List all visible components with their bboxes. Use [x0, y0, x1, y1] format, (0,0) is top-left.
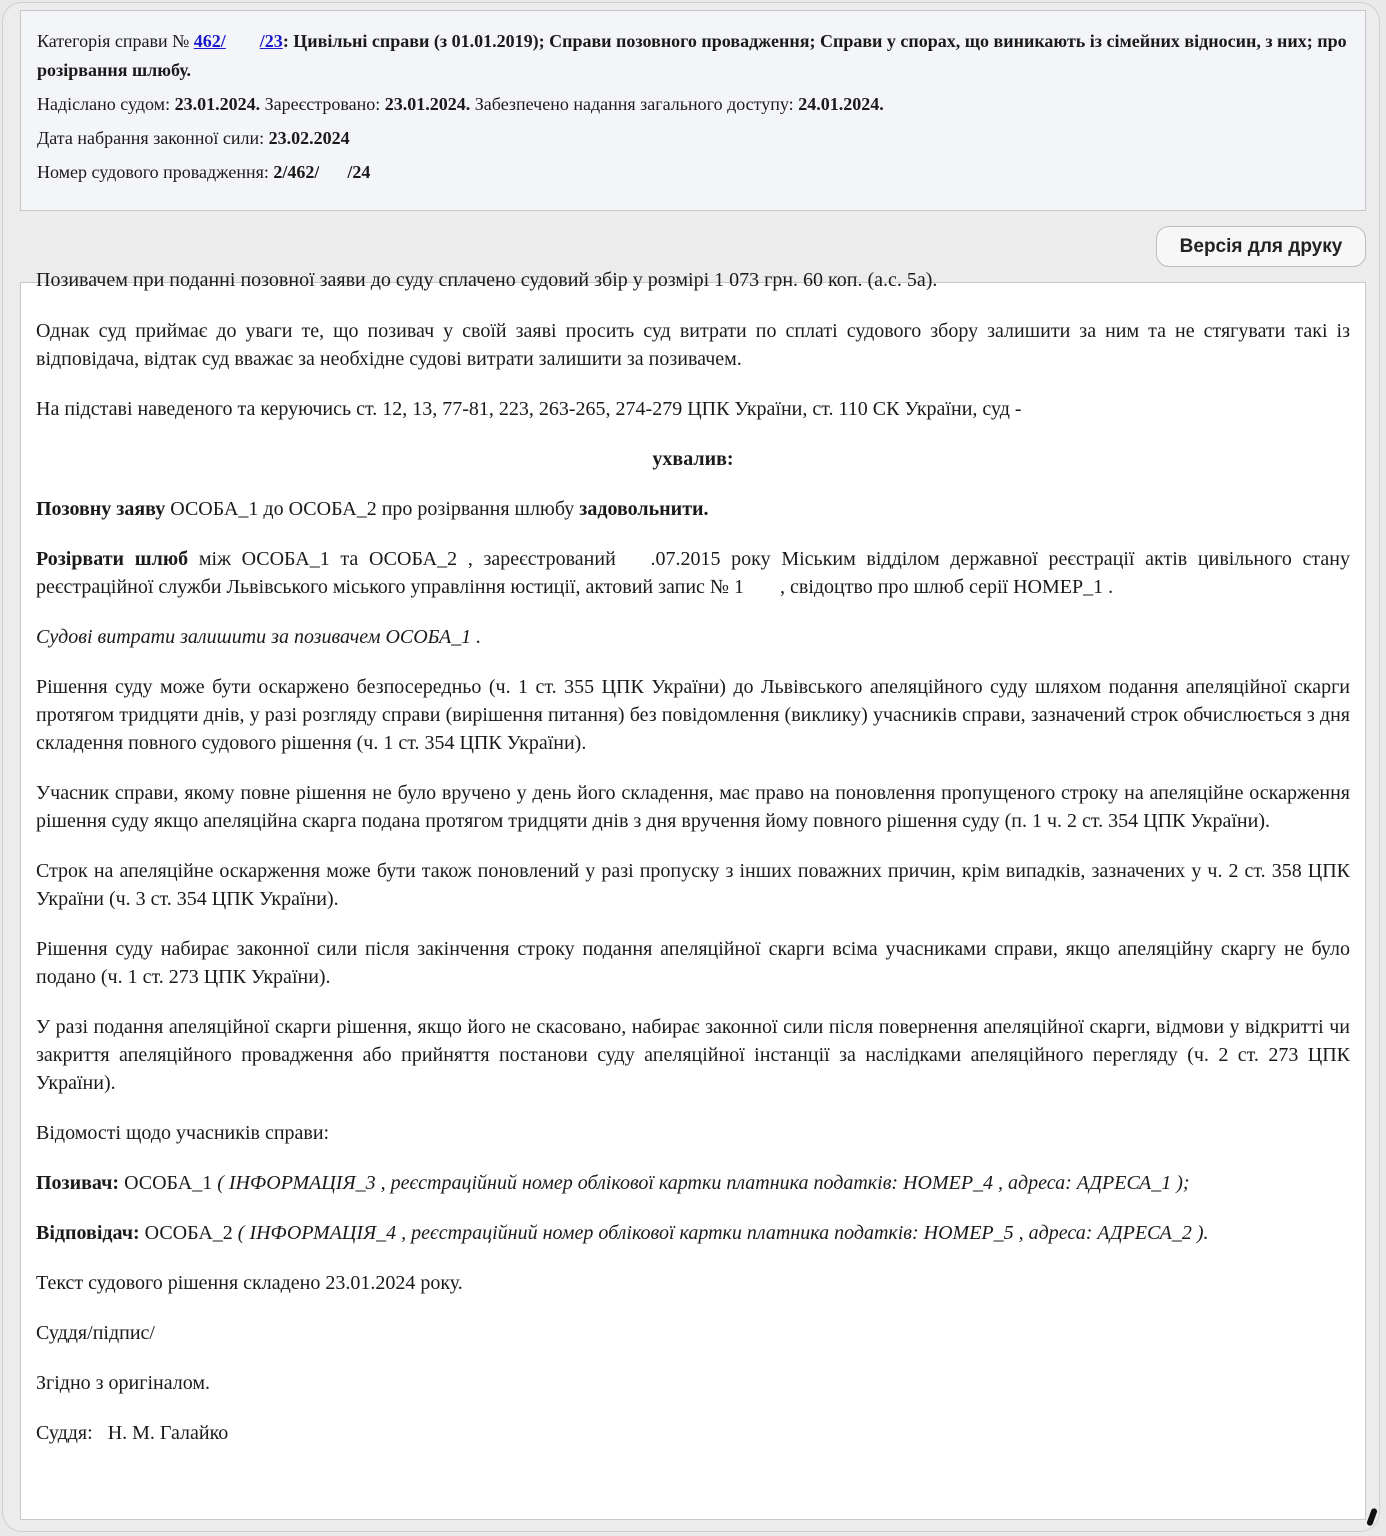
- paragraph-grounds: На підставі наведеного та керуючись ст. 12, 13, 77-81, 223, 263-265, 274-279 ЦПК України, ст. 110 СК України, суд -: [36, 398, 1022, 420]
- proceeding-label: Номер судового провадження:: [37, 162, 269, 182]
- paragraph-term-renewal: Строк на апеляційне оскарження може бути також поновлений у разі пропуску з інших поважних причин, крім випадків, зазначених у ч. 2 ст. 358 ЦПК України (ч. 3 ст. 354 ЦПК України).: [36, 860, 1350, 910]
- paragraph-judge-signature: Суддя/підпис/: [36, 1322, 155, 1344]
- paragraph-renewal: Учасник справи, якому повне рішення не було вручено у день його складення, має право на поновлення пропущеного строку на апеляційне оскарження рішення суду якщо апеляційна скарга подана протягом тридцяти днів з дня вручення йому повного рішення суду (п. 1 ч. 2 ст. 354 ЦПК України).: [36, 782, 1350, 832]
- proceeding-number: [273, 162, 370, 182]
- redacted-block: [319, 160, 347, 178]
- divorce-text-1: між ОСОБА_1 та ОСОБА_2 , зареєстрований: [188, 548, 627, 570]
- sent-date: 23.01.2024.: [174, 94, 261, 114]
- cut-off-line: [36, 269, 1350, 296]
- paragraph-drafted-date: Текст судового рішення складено 23.01.2024 року.: [36, 1272, 463, 1294]
- judge-name: Н. М. Галайко: [107, 1422, 229, 1444]
- access-date: 24.01.2024.: [798, 94, 884, 114]
- judge-line: [36, 1419, 1350, 1447]
- paragraph-court-costs: Судові витрати залишити за позивачем ОСОБА_1 .: [36, 626, 482, 648]
- paragraph-costs: Однак суд приймає до уваги те, що позивач у своїй заяві просить суд витрати по сплаті судового збору залишити за ним та не стягувати такі із відповідача, відтак суд вважає за необхідне судові витрати залишити за позивачем.: [36, 320, 1350, 370]
- plaintiff-info: ( ІНФОРМАЦІЯ_3 , реєстраційний номер облікової картки платника податків: НОМЕР_4 , адреса: АДРЕСА_1 );: [217, 1172, 1190, 1194]
- case-link-prefix: 462/: [193, 31, 226, 51]
- registered-label: Зареєстровано:: [264, 94, 381, 114]
- plaintiff-line: [36, 1169, 1350, 1197]
- defendant-info: ( ІНФОРМАЦІЯ_4 , реєстраційний номер облікової картки платника податків: НОМЕР_5 , адреса: АДРЕСА_2 ).: [237, 1222, 1209, 1244]
- divorce-text-3: , свідоцтво про шлюб серії НОМЕР_1 .: [780, 576, 1114, 598]
- paragraph-participants: Відомості щодо учасників справи:: [36, 1122, 330, 1144]
- claim-granted: задовольнити.: [579, 498, 709, 520]
- sent-registered-line: [37, 87, 1349, 121]
- redacted-block: [226, 29, 260, 47]
- case-link-suffix: /23: [259, 31, 283, 51]
- proceeding-suffix: /24: [347, 162, 371, 182]
- cut-off-text: Позивачем при поданні позовної заяви до суду сплачено судовий збір у розмірі 1 073 грн. 60 коп. (а.с. 5а).: [36, 269, 938, 291]
- category-label: Категорія справи №: [37, 31, 190, 51]
- resolved-heading: ухвалив:: [652, 448, 734, 470]
- paragraph-appeal: Рішення суду може бути оскаржено безпосередньо (ч. 1 ст. 355 ЦПК України) до Львівського апеляційного суду шляхом подання апеляційної скарги протягом тридцяти днів, у разі розгляду справи (вирішення питання) без повідомлення (виклику) учасників справи, зазначений строк обчислюється з дня складення повного судового рішення (ч. 1 ст. 354 ЦПК України).: [36, 676, 1350, 754]
- claim-text: ОСОБА_1 до ОСОБА_2 про розірвання шлюбу: [165, 498, 580, 520]
- redacted-block: [626, 547, 650, 569]
- plaintiff-label: Позивач:: [36, 1172, 120, 1194]
- decision-text: [20, 269, 1366, 1520]
- claim-bold: Позовну заяву: [36, 498, 166, 520]
- paragraph-divorce: [36, 545, 1350, 601]
- paragraph-claim-granted: [36, 495, 1350, 523]
- force-date: 23.02.2024: [268, 128, 350, 148]
- category-text: : Цивільні справи (з 01.01.2019); Справи позовного провадження; Справи у спорах, що виникають із сімейних відносин, з них; про розірвання шлюбу.: [37, 31, 1347, 80]
- plaintiff-name: ОСОБА_1: [119, 1172, 218, 1194]
- access-label: Забезпечено надання загального доступу:: [474, 94, 794, 114]
- paragraph-legal-force: Рішення суду набирає законної сили після закінчення строку подання апеляційної скарги всіма учасниками справи, якщо апеляційну скаргу не було подано (ч. 1 ст. 273 ЦПК України).: [36, 938, 1350, 988]
- force-label: Дата набрання законної сили:: [37, 128, 265, 148]
- defendant-name: ОСОБА_2: [139, 1222, 238, 1244]
- registered-date: 23.01.2024.: [384, 94, 471, 114]
- print-version-button[interactable]: Версія для друку: [1156, 226, 1366, 267]
- proceeding-line: [37, 155, 1349, 189]
- case-number-link[interactable]: [194, 31, 283, 51]
- defendant-line: [36, 1219, 1350, 1247]
- case-category: [37, 27, 1349, 85]
- judge-label: Суддя:: [36, 1422, 93, 1444]
- paragraph-appeal-force: У разі подання апеляційної скарги рішення, якщо його не скасовано, набирає законної сили після повернення апеляційної скарги, відмови у відкритті чи закриття апеляційного провадження або прийняття постанови суду апеляційної інстанції за наслідками апеляційного перегляду (ч. 2 ст. 273 ЦПК України).: [36, 1016, 1350, 1094]
- divorce-text-2: .07.2015 року Міським відділом державної реєстрації актів цивільного стану реєстраційної служби Львівського міського управління юстиції, актовий запис № 1: [36, 548, 1350, 598]
- legal-force-line: [37, 121, 1349, 155]
- redacted-block: [744, 575, 780, 597]
- proceeding-prefix: 2/462/: [273, 162, 320, 182]
- defendant-label: Відповідач:: [36, 1222, 140, 1244]
- divorce-bold: Розірвати шлюб: [36, 548, 189, 570]
- case-metadata-panel: [20, 10, 1366, 211]
- sent-label: Надіслано судом:: [37, 94, 171, 114]
- paragraph-original: Згідно з оригіналом.: [36, 1372, 211, 1394]
